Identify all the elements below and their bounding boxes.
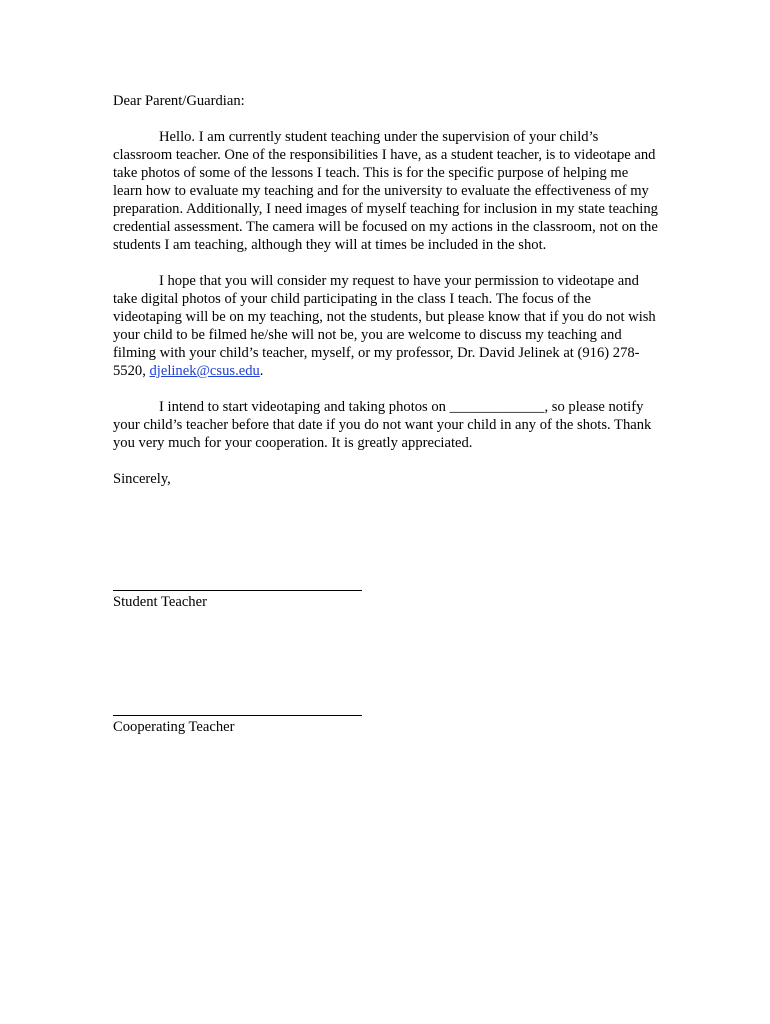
paragraph-start-date: I intend to start videotaping and taking photos on _____________, so please notify your child’s teacher before that date if you do not want your child in any of the shots. Thank you very much for your cooperation. It is greatly appreciated. — [113, 399, 652, 451]
paragraph-intro: Hello. I am currently student teaching under the supervision of your child’s classroom teacher. One of the responsibilities I have, as a student teacher, is to videotape and take photos of some of the lessons I teach. This is for the specific purpose of helping me learn how to evaluate my teaching and for the university to evaluate the effectiveness of my preparation. Additionally, I need images of myself teaching for inclusion in my state teaching credential assessment. The camera will be focused on my actions in the classroom, not on the students I am teaching, although they will at times be included in the shot. — [113, 129, 658, 253]
student-signature-line — [113, 590, 362, 591]
paragraph-permission-end: . — [259, 363, 264, 379]
professor-email-link[interactable]: djelinek@csus.edu — [149, 363, 260, 379]
closing: Sincerely, — [113, 471, 171, 487]
cooperating-teacher-signature — [113, 715, 373, 736]
cooperating-teacher-label: Cooperating Teacher — [113, 719, 235, 735]
cooperating-signature-line — [113, 715, 362, 716]
letter-body — [113, 92, 658, 488]
paragraph-permission — [113, 272, 658, 380]
paragraph-permission-text: I hope that you will consider my request to have your permission to videotape and take digital photos of your child participating in the class I teach. The focus of the videotaping will be on my teaching, not the students, but please know that if you do not wish your child to be filmed he/she will not be, you are welcome to discuss my teaching and filming with your child’s teacher, myself, or my professor, Dr. David Jelinek at (916) 278-5520, — [113, 273, 656, 379]
student-teacher-label: Student Teacher — [113, 594, 207, 610]
student-teacher-signature — [113, 590, 373, 611]
salutation: Dear Parent/Guardian: — [113, 93, 245, 109]
